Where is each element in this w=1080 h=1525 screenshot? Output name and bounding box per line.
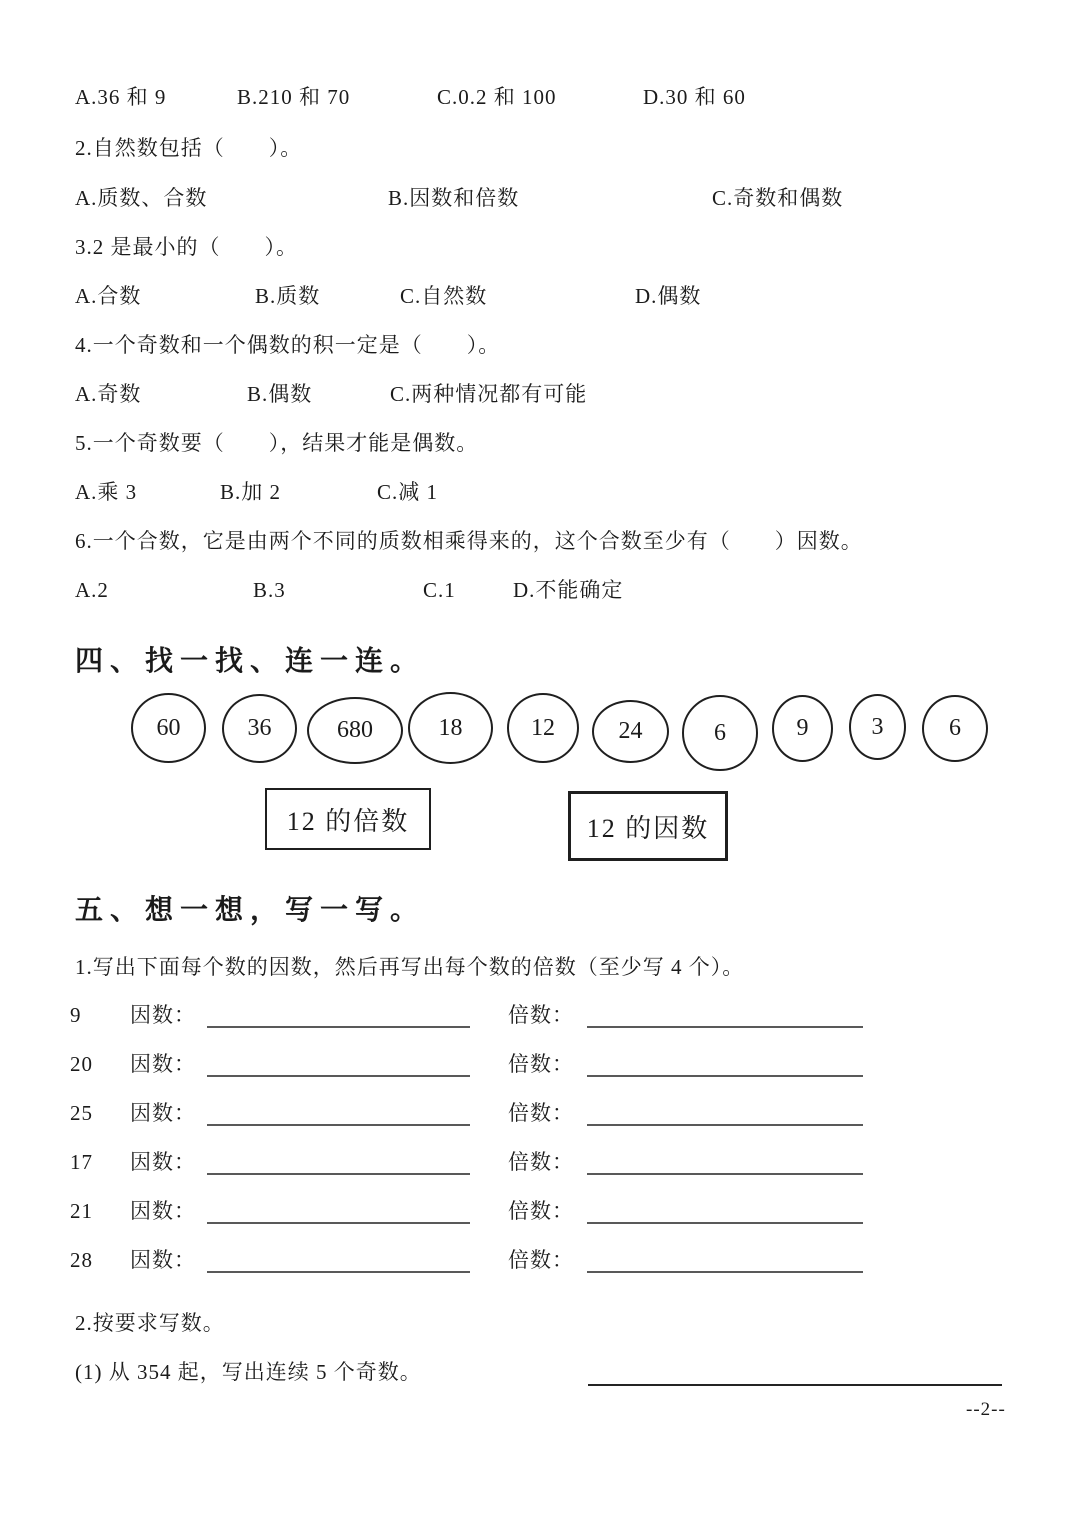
task2-instruction: 2.按要求写数。 [75, 1311, 225, 1335]
factor-label: 因数： [130, 1003, 196, 1027]
row-number: 28 [70, 1248, 93, 1272]
multiple-label: 倍数： [508, 1101, 574, 1125]
factor-answer-blank [207, 1075, 470, 1077]
q5-option-c: C.减 1 [377, 480, 439, 504]
task2-sub1-text: (1) 从 354 起，写出连续 5 个奇数。 [75, 1360, 422, 1384]
row-number: 21 [70, 1199, 93, 1223]
multiple-answer-blank [587, 1124, 863, 1126]
question-6-text: 6.一个合数，它是由两个不同的质数相乘得来的，这个合数至少有（ ）因数。 [75, 529, 863, 553]
q4-option-a: A.奇数 [75, 382, 142, 406]
match-circle-60: 60 [131, 693, 206, 763]
q2-option-a: A.质数、合数 [75, 186, 208, 210]
q3-option-c: C.自然数 [400, 284, 488, 308]
row-number: 17 [70, 1150, 93, 1174]
multiple-answer-blank [587, 1222, 863, 1224]
section-four-heading: 四、找一找、连一连。 [75, 646, 426, 677]
factor-label: 因数： [130, 1150, 196, 1174]
multiple-label: 倍数： [508, 1248, 574, 1272]
multiple-label: 倍数： [508, 1003, 574, 1027]
multiple-answer-blank [587, 1026, 863, 1028]
q3-option-a: A.合数 [75, 284, 142, 308]
multiple-answer-blank [587, 1173, 863, 1175]
q5-option-b: B.加 2 [220, 480, 282, 504]
multiple-answer-blank [587, 1271, 863, 1273]
multiple-answer-blank [587, 1075, 863, 1077]
question-4-text: 4.一个奇数和一个偶数的积一定是（ ）。 [75, 333, 501, 357]
row-number: 20 [70, 1052, 93, 1076]
q6-option-b: B.3 [253, 578, 286, 602]
factor-label: 因数： [130, 1052, 196, 1076]
row-number: 9 [70, 1003, 82, 1027]
factors-of-12-box: 12 的因数 [568, 791, 728, 861]
match-circle-6b: 6 [922, 695, 988, 762]
factor-label: 因数： [130, 1101, 196, 1125]
multiple-label: 倍数： [508, 1199, 574, 1223]
q2-option-c: C.奇数和偶数 [712, 186, 844, 210]
page-number: --2-- [966, 1399, 1006, 1420]
q1-option-d: D.30 和 60 [643, 85, 746, 109]
q5-option-a: A.乘 3 [75, 480, 138, 504]
q1-option-a: A.36 和 9 [75, 85, 167, 109]
q6-option-a: A.2 [75, 578, 109, 602]
match-circle-6a: 6 [682, 695, 758, 771]
q3-option-d: D.偶数 [635, 284, 702, 308]
match-circle-680: 680 [307, 697, 403, 764]
factor-answer-blank [207, 1271, 470, 1273]
match-circle-18: 18 [408, 692, 493, 764]
row-number: 25 [70, 1101, 93, 1125]
factor-answer-blank [207, 1222, 470, 1224]
question-2-text: 2.自然数包括（ ）。 [75, 136, 303, 160]
q2-option-b: B.因数和倍数 [388, 186, 520, 210]
section-five-heading: 五、想一想，写一写。 [75, 895, 426, 926]
factor-label: 因数： [130, 1248, 196, 1272]
multiples-of-12-box: 12 的倍数 [265, 788, 431, 850]
q3-option-b: B.质数 [255, 284, 321, 308]
factor-answer-blank [207, 1026, 470, 1028]
multiple-label: 倍数： [508, 1150, 574, 1174]
task2-answer-blank [588, 1384, 1002, 1386]
match-circle-36: 36 [222, 694, 297, 763]
question-3-text: 3.2 是最小的（ ）。 [75, 235, 298, 259]
q6-option-d: D.不能确定 [513, 578, 624, 602]
factor-answer-blank [207, 1173, 470, 1175]
match-circle-12: 12 [507, 693, 579, 763]
match-circle-24: 24 [592, 700, 669, 763]
match-circle-9: 9 [772, 695, 833, 762]
q1-option-b: B.210 和 70 [237, 85, 351, 109]
match-circle-3: 3 [849, 694, 906, 760]
factor-answer-blank [207, 1124, 470, 1126]
q6-option-c: C.1 [423, 578, 456, 602]
multiple-label: 倍数： [508, 1052, 574, 1076]
question-5-text: 5.一个奇数要（ ），结果才能是偶数。 [75, 431, 479, 455]
q4-option-c: C.两种情况都有可能 [390, 382, 588, 406]
factor-label: 因数： [130, 1199, 196, 1223]
q1-option-c: C.0.2 和 100 [437, 85, 557, 109]
task1-instruction: 1.写出下面每个数的因数，然后再写出每个数的倍数（至少写 4 个）。 [75, 955, 745, 979]
q4-option-b: B.偶数 [247, 382, 313, 406]
